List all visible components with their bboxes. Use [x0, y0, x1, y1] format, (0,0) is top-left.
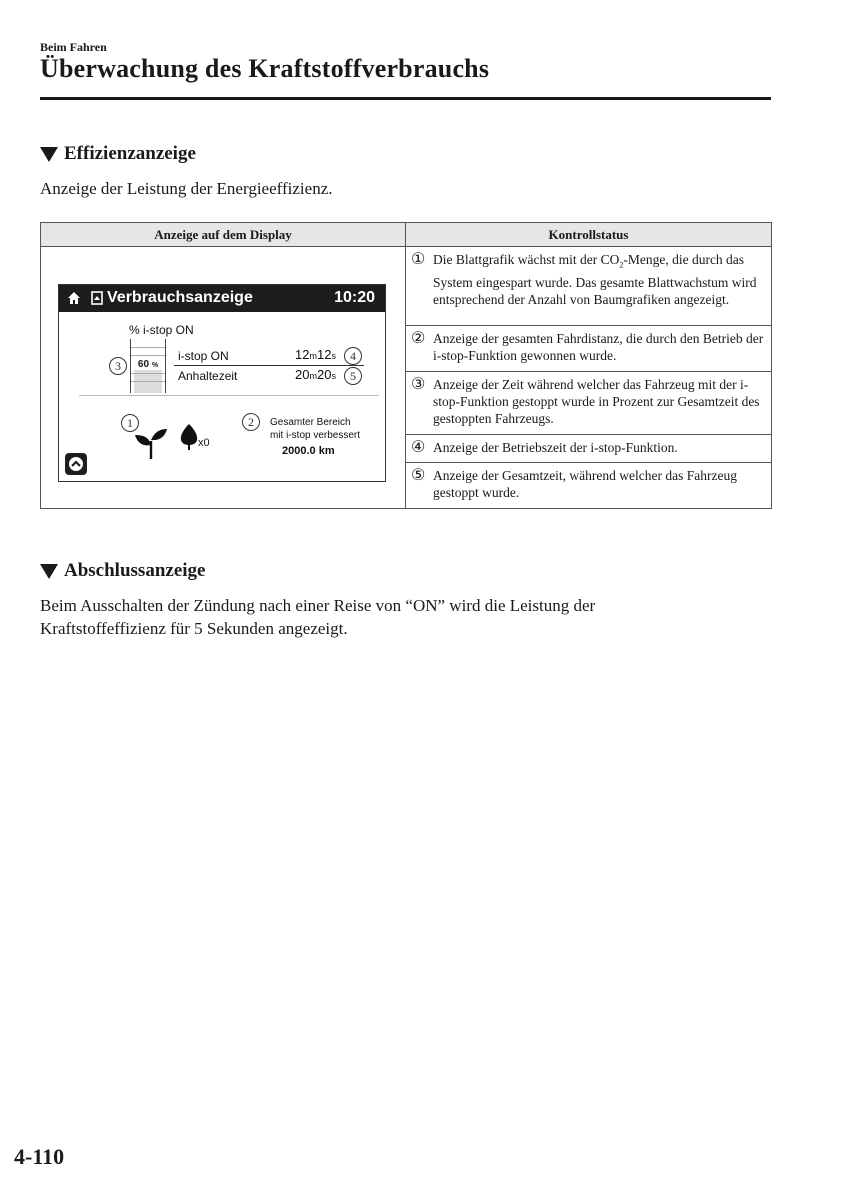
document-icon	[91, 291, 103, 305]
status-row-3	[406, 372, 772, 435]
status-number: ②	[411, 330, 426, 347]
closing-text-line-2: Kraftstoffeffizienz für 5 Sekunden angezeigt.	[40, 619, 348, 638]
callout-2: 2	[242, 413, 260, 431]
chevron-up-icon	[66, 454, 86, 474]
status-row-2	[406, 326, 772, 372]
display-cell	[41, 247, 406, 509]
stop-time: 20m20s	[295, 367, 336, 382]
status-text: Anzeige der Betriebszeit der i-stop-Funktion.	[433, 440, 678, 455]
range-label-2: mit i-stop verbessert	[270, 430, 361, 441]
status-text: Anzeige der gesamten Fahrdistanz, die durch den Betrieb der i-stop-Funktion gewonnen wurde.	[433, 331, 764, 363]
display-screen	[58, 284, 386, 482]
triangle-bullet-icon	[40, 564, 58, 579]
gauge-tick	[131, 355, 165, 356]
title-rule	[40, 97, 771, 100]
gauge-tick	[131, 381, 165, 382]
scroll-up-button[interactable]	[65, 453, 87, 475]
gauge-percent: 60 %	[131, 359, 165, 370]
row-divider	[174, 365, 364, 366]
status-number: ③	[411, 376, 426, 393]
efficiency-description: Anzeige der Leistung der Energieeffizienz.	[40, 179, 333, 198]
table-header-display: Anzeige auf dem Display	[41, 223, 406, 247]
callout-3: 3	[109, 357, 127, 375]
callout-4: 4	[344, 347, 362, 365]
screen-title: Verbrauchsanzeige	[107, 289, 253, 306]
istop-on-label: i-stop ON	[178, 349, 229, 363]
status-number: ④	[411, 439, 426, 456]
tree-icon	[179, 423, 199, 451]
status-text: Anzeige der Zeit während welcher das Fahrzeug mit der i-stop-Funktion gestoppt wurde in Prozent zur Gesamtzeit des gestoppten Fahrzeugs.	[433, 377, 760, 426]
status-number: ①	[411, 251, 426, 268]
istop-percent-label: % i-stop ON	[129, 323, 194, 337]
page-number: 4-110	[14, 1144, 65, 1169]
status-text: Anzeige der Gesamtzeit, während welcher das Fahrzeug gestoppt wurde.	[433, 468, 737, 500]
page-title: Überwachung des Kraftstoffverbrauchs	[40, 54, 490, 83]
screen-clock: 10:20	[334, 289, 375, 306]
istop-gauge	[130, 339, 166, 393]
screen-title-bar	[59, 285, 385, 312]
closing-heading	[40, 560, 205, 582]
efficiency-heading	[40, 143, 196, 165]
status-row-4	[406, 435, 772, 463]
status-number: ⑤	[411, 467, 426, 484]
status-row-5	[406, 463, 772, 509]
stop-time-label: Anhaltezeit	[178, 369, 238, 383]
leaf-sprout-icon	[133, 423, 169, 461]
range-label-1: Gesamter Bereich	[270, 417, 351, 428]
table-header-status: Kontrollstatus	[406, 223, 772, 247]
efficiency-table	[40, 222, 772, 509]
status-text: Die Blattgrafik wächst mit der $CO_2$-Menge, die durch das System eingespart wurde. Das gesamte Blattwachstum wird entsprechend der Anzahl von Baumgrafiken angezeigt.	[433, 252, 757, 307]
gauge-tick	[131, 347, 165, 348]
triangle-bullet-icon	[40, 147, 58, 162]
section-label: Beim Fahren	[40, 40, 107, 54]
section-divider	[79, 395, 379, 396]
home-icon	[67, 291, 81, 305]
callout-5: 5	[344, 367, 362, 385]
istop-on-time: 12m12s	[295, 347, 336, 362]
tree-count: x0	[198, 437, 210, 449]
efficiency-heading-text: Effizienzanzeige	[64, 143, 196, 164]
callout-1: 1	[121, 414, 139, 432]
closing-heading-text: Abschlussanzeige	[64, 560, 206, 581]
range-value: 2000.0 km	[282, 445, 335, 457]
closing-text-line-1: Beim Ausschalten der Zündung nach einer Reise von “ON” wird die Leistung der	[40, 596, 596, 615]
status-row-1	[406, 247, 772, 326]
gauge-tick	[131, 373, 165, 374]
